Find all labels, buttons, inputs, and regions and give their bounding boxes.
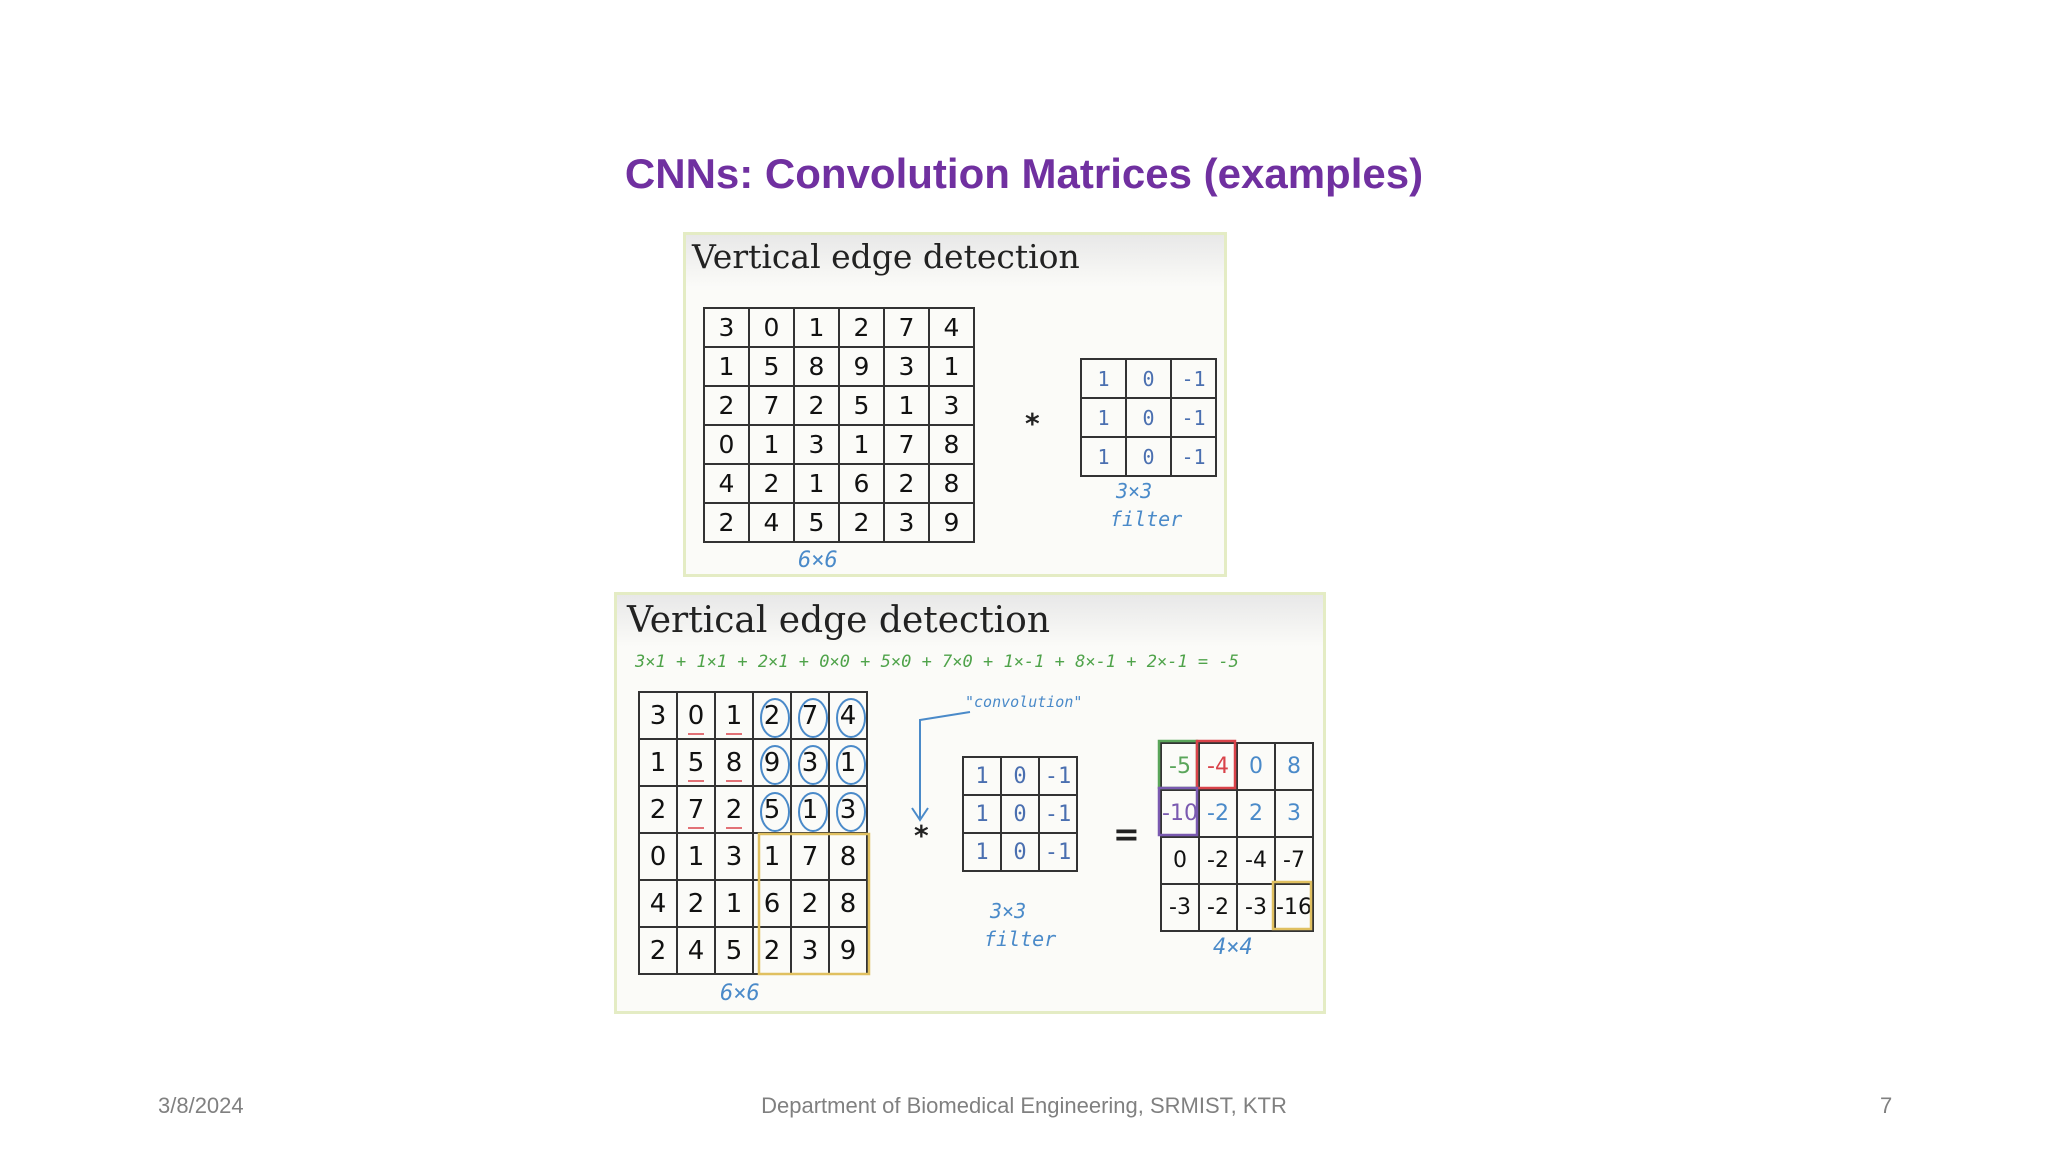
matrix-cell: 8 bbox=[794, 347, 839, 386]
matrix-cell: 1 bbox=[639, 739, 677, 786]
matrix-cell: 8 bbox=[929, 425, 974, 464]
input-matrix-6x6 bbox=[703, 307, 975, 543]
matrix-row bbox=[639, 833, 867, 880]
input-matrix-6x6 bbox=[638, 691, 868, 975]
matrix-size-label: 6×6 bbox=[720, 981, 760, 1006]
equals-sign: = bbox=[1113, 815, 1140, 853]
matrix-cell: 1 bbox=[791, 786, 829, 833]
matrix-cell: 2 bbox=[704, 503, 749, 542]
matrix-cell: 1 bbox=[963, 757, 1001, 795]
vertical-edge-example-image bbox=[683, 232, 1227, 577]
matrix-cell: 9 bbox=[753, 739, 791, 786]
matrix-row bbox=[704, 347, 974, 386]
matrix-cell: -2 bbox=[1199, 837, 1237, 884]
matrix-row bbox=[963, 757, 1077, 795]
output-matrix-4x4 bbox=[1160, 742, 1314, 932]
matrix-cell: 2 bbox=[704, 386, 749, 425]
matrix-cell: 0 bbox=[1001, 795, 1039, 833]
matrix-cell: 8 bbox=[1275, 743, 1313, 790]
matrix-cell: -4 bbox=[1199, 743, 1237, 790]
matrix-cell: 1 bbox=[677, 833, 715, 880]
matrix-cell: 0 bbox=[639, 833, 677, 880]
slide-number: 7 bbox=[1880, 1093, 1893, 1118]
matrix-cell: 2 bbox=[884, 464, 929, 503]
matrix-cell: -2 bbox=[1199, 884, 1237, 931]
convolution-annotation: "convolution" bbox=[965, 693, 1083, 711]
footer-department: Department of Biomedical Engineering, SRMIST, KTR bbox=[761, 1093, 1287, 1118]
matrix-cell: 3 bbox=[639, 692, 677, 739]
matrix-cell: 7 bbox=[677, 786, 715, 833]
matrix-cell: 3 bbox=[829, 786, 867, 833]
filter-word-label: filter bbox=[1110, 507, 1183, 531]
matrix-cell: -7 bbox=[1275, 837, 1313, 884]
footer-date: 3/8/2024 bbox=[158, 1093, 244, 1118]
matrix-cell: 2 bbox=[753, 927, 791, 974]
matrix-cell: 9 bbox=[839, 347, 884, 386]
matrix-row bbox=[1161, 743, 1313, 790]
filter-matrix-3x3 bbox=[1080, 358, 1217, 477]
output-size-label: 4×4 bbox=[1213, 935, 1253, 960]
panel-heading: Vertical edge detection bbox=[686, 235, 1224, 287]
matrix-cell: -2 bbox=[1199, 790, 1237, 837]
matrix-cell: 0 bbox=[1126, 398, 1171, 437]
matrix-row bbox=[704, 308, 974, 347]
matrix-cell: -3 bbox=[1161, 884, 1199, 931]
matrix-cell: 3 bbox=[704, 308, 749, 347]
matrix-cell: 4 bbox=[639, 880, 677, 927]
matrix-cell: 5 bbox=[794, 503, 839, 542]
matrix-cell: 1 bbox=[715, 692, 753, 739]
matrix-row bbox=[639, 880, 867, 927]
matrix-cell: 5 bbox=[749, 347, 794, 386]
slide-title: CNNs: Convolution Matrices (examples) bbox=[624, 150, 1424, 197]
filter-size-label: 3×3 bbox=[990, 899, 1027, 923]
matrix-cell: 7 bbox=[749, 386, 794, 425]
matrix-cell: 6 bbox=[753, 880, 791, 927]
matrix-cell: 2 bbox=[794, 386, 839, 425]
matrix-cell: -1 bbox=[1171, 398, 1216, 437]
matrix-row bbox=[704, 386, 974, 425]
matrix-row bbox=[1081, 359, 1216, 398]
convolution-operator: * bbox=[1025, 407, 1040, 440]
matrix-cell: 3 bbox=[884, 503, 929, 542]
matrix-cell: 9 bbox=[829, 927, 867, 974]
matrix-cell: -10 bbox=[1161, 790, 1199, 837]
matrix-cell: 4 bbox=[749, 503, 794, 542]
matrix-cell: 3 bbox=[1275, 790, 1313, 837]
matrix-row bbox=[1161, 884, 1313, 931]
matrix-row bbox=[639, 692, 867, 739]
matrix-cell: 1 bbox=[963, 795, 1001, 833]
matrix-cell: 7 bbox=[791, 692, 829, 739]
matrix-row bbox=[704, 425, 974, 464]
matrix-cell: 8 bbox=[829, 880, 867, 927]
matrix-cell: -5 bbox=[1161, 743, 1199, 790]
matrix-cell: -1 bbox=[1039, 795, 1077, 833]
handwritten-equation: 3×1 + 1×1 + 2×1 + 0×0 + 5×0 + 7×0 + 1×-1 + 8×-1 + 2×-1 = -5 bbox=[635, 652, 1239, 672]
filter-word-label: filter bbox=[984, 927, 1057, 951]
matrix-cell: 7 bbox=[791, 833, 829, 880]
matrix-cell: 1 bbox=[963, 833, 1001, 871]
matrix-cell: 1 bbox=[749, 425, 794, 464]
matrix-cell: 0 bbox=[677, 692, 715, 739]
matrix-cell: 7 bbox=[884, 425, 929, 464]
matrix-cell: 7 bbox=[884, 308, 929, 347]
matrix-cell: 4 bbox=[704, 464, 749, 503]
matrix-cell: 8 bbox=[929, 464, 974, 503]
matrix-cell: 3 bbox=[929, 386, 974, 425]
filter-size-label: 3×3 bbox=[1116, 479, 1153, 503]
matrix-cell: 1 bbox=[753, 833, 791, 880]
matrix-row bbox=[963, 795, 1077, 833]
matrix-cell: 3 bbox=[794, 425, 839, 464]
matrix-cell: 6 bbox=[839, 464, 884, 503]
matrix-cell: -1 bbox=[1039, 757, 1077, 795]
matrix-cell: 2 bbox=[639, 786, 677, 833]
matrix-cell: 9 bbox=[929, 503, 974, 542]
matrix-cell: 1 bbox=[794, 308, 839, 347]
matrix-row bbox=[1161, 837, 1313, 884]
matrix-row bbox=[963, 833, 1077, 871]
matrix-cell: 1 bbox=[1081, 398, 1126, 437]
convolution-operator: * bbox=[914, 819, 929, 852]
matrix-cell: 2 bbox=[677, 880, 715, 927]
matrix-cell: 3 bbox=[791, 739, 829, 786]
matrix-row bbox=[704, 464, 974, 503]
matrix-row bbox=[639, 786, 867, 833]
matrix-cell: 4 bbox=[929, 308, 974, 347]
matrix-cell: -1 bbox=[1039, 833, 1077, 871]
vertical-edge-convolution-image bbox=[614, 592, 1326, 1014]
matrix-cell: 0 bbox=[1001, 757, 1039, 795]
matrix-cell: 0 bbox=[704, 425, 749, 464]
matrix-cell: 1 bbox=[704, 347, 749, 386]
matrix-cell: 1 bbox=[929, 347, 974, 386]
matrix-cell: 2 bbox=[1237, 790, 1275, 837]
matrix-cell: 0 bbox=[1126, 437, 1171, 476]
matrix-cell: -1 bbox=[1171, 359, 1216, 398]
matrix-cell: 2 bbox=[839, 503, 884, 542]
matrix-cell: 2 bbox=[639, 927, 677, 974]
matrix-cell: 8 bbox=[715, 739, 753, 786]
matrix-row bbox=[1161, 790, 1313, 837]
matrix-size-label: 6×6 bbox=[798, 548, 838, 573]
matrix-cell: 1 bbox=[839, 425, 884, 464]
matrix-cell: 3 bbox=[884, 347, 929, 386]
matrix-row bbox=[1081, 437, 1216, 476]
matrix-cell: -4 bbox=[1237, 837, 1275, 884]
matrix-cell: 0 bbox=[1001, 833, 1039, 871]
matrix-cell: -16 bbox=[1275, 884, 1313, 931]
matrix-row bbox=[1081, 398, 1216, 437]
matrix-cell: 1 bbox=[884, 386, 929, 425]
matrix-cell: 1 bbox=[1081, 359, 1126, 398]
matrix-cell: 1 bbox=[1081, 437, 1126, 476]
matrix-cell: 4 bbox=[829, 692, 867, 739]
matrix-cell: 5 bbox=[677, 739, 715, 786]
matrix-cell: 5 bbox=[715, 927, 753, 974]
matrix-cell: -1 bbox=[1171, 437, 1216, 476]
matrix-row bbox=[704, 503, 974, 542]
matrix-cell: 0 bbox=[1126, 359, 1171, 398]
matrix-cell: 5 bbox=[753, 786, 791, 833]
matrix-cell: 0 bbox=[1161, 837, 1199, 884]
filter-matrix-3x3 bbox=[962, 756, 1078, 872]
matrix-cell: 5 bbox=[839, 386, 884, 425]
matrix-cell: 2 bbox=[839, 308, 884, 347]
matrix-cell: 0 bbox=[749, 308, 794, 347]
matrix-cell: 1 bbox=[715, 880, 753, 927]
matrix-row bbox=[639, 927, 867, 974]
matrix-cell: 1 bbox=[794, 464, 839, 503]
matrix-cell: 0 bbox=[1237, 743, 1275, 790]
matrix-row bbox=[639, 739, 867, 786]
matrix-cell: 3 bbox=[715, 833, 753, 880]
matrix-cell: -3 bbox=[1237, 884, 1275, 931]
matrix-cell: 2 bbox=[749, 464, 794, 503]
matrix-cell: 3 bbox=[791, 927, 829, 974]
matrix-cell: 8 bbox=[829, 833, 867, 880]
matrix-cell: 4 bbox=[677, 927, 715, 974]
panel-heading: Vertical edge detection bbox=[617, 595, 1323, 647]
matrix-cell: 2 bbox=[791, 880, 829, 927]
matrix-cell: 2 bbox=[715, 786, 753, 833]
matrix-cell: 2 bbox=[753, 692, 791, 739]
matrix-cell: 1 bbox=[829, 739, 867, 786]
